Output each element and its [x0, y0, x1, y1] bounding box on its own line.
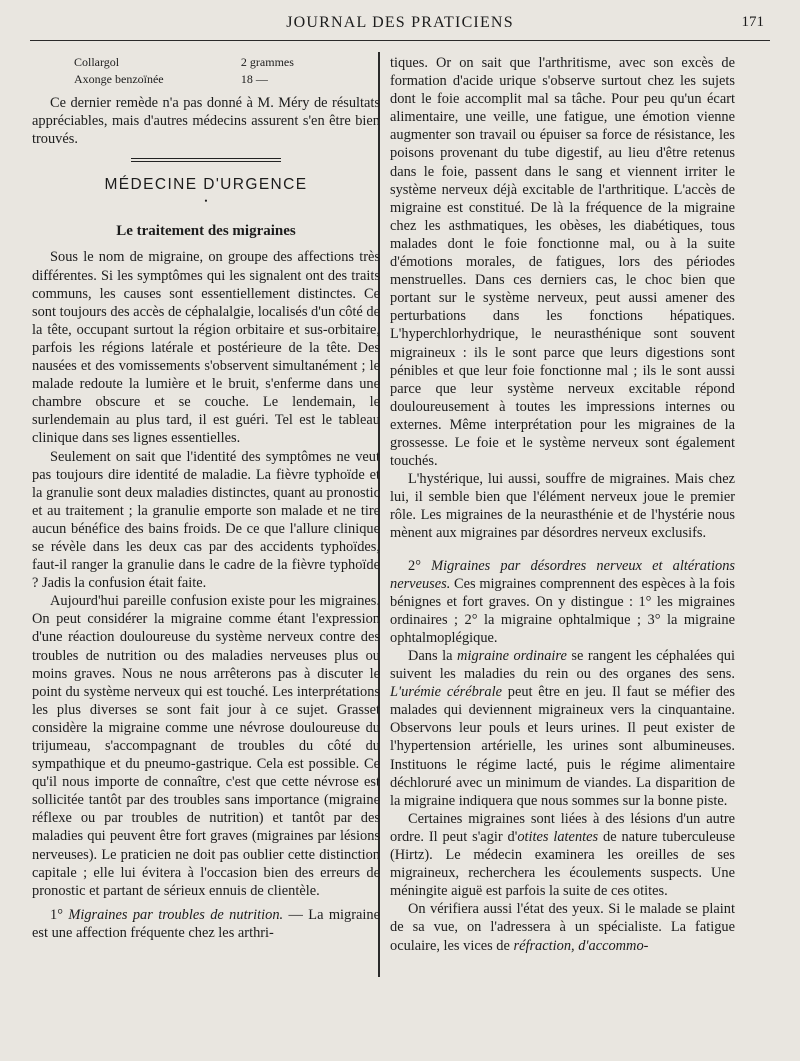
formula-table [74, 54, 380, 88]
paragraph-text: On vérifiera aussi l'état des yeux. Si le malade se plaint de sa vue, on l'adressera à un spécialiste. La fatigue oculaire, les vices de [390, 901, 735, 954]
paragraph [390, 557, 735, 647]
paragraph-text: de nature tuberculeuse (Hirtz). Le médecin examinera les oreilles de ses migraineux, recherchera les écoulements suspects. Une méningite aiguë est parfois la suite de ces otites. [390, 828, 735, 900]
section-ornament: • [204, 196, 208, 207]
page-number: 171 [741, 14, 764, 30]
paragraph-text: peut être en jeu. Il faut se méfier des malades qui deviennent migraineux vers la cinquantaine. Observons leur pouls et leurs urines. Il peut exister de l'hypertension artérielle, les urines sont albumineuses. Instituons le régime lacté, puis le régime alimentaire déchloruré avec un minimum de viandes. La disparition de la migraine indiquera que nous sommes sur la bonne piste. [390, 684, 735, 809]
paragraph [390, 900, 735, 954]
paragraph-text: — La migraine est une affection fréquente chez les arthri- [32, 906, 380, 941]
subheading-italic: Migraines par désordres nerveux et altérations nerveuses. [390, 557, 735, 592]
emphasis: L'urémie cérébrale [390, 684, 502, 701]
formula-quantity: 18 — [240, 72, 268, 86]
emphasis: otites latentes [517, 828, 599, 845]
emphasis: réfraction, d'accommo- [513, 937, 649, 954]
paragraph: Ce dernier remède n'a pas donné à M. Méry de résultats appréciables, mais d'autres médecins assurent s'en être bien trouvés. [32, 95, 380, 148]
right-column [390, 54, 735, 955]
paragraph-text: Dans la [408, 648, 458, 664]
list-number: 2° [408, 557, 432, 574]
section-rule [131, 158, 281, 162]
journal-title: JOURNAL DES PRATICIENS [286, 14, 514, 31]
formula-row [74, 71, 380, 88]
paragraph: Aujourd'hui pareille confusion existe pour les migraines. On peut considérer la migraine comme étant l'expression d'une réaction douloureuse du système nerveux contre des troubles de nutrition ou des maladies nerveuses plus ou moins graves. Nous ne nous arrêterons pas à discuter le point du système nerveux qui est touché. Les interprétations les plus diverses se sont fait jour à ce sujet. Grasset considère la migraine comme une névrose douloureuse du trijumeau, s'accompagnant de troubles du côté du sympathique et du pneumo-gastrique. Cela est possible. Ce qu'il nous importe de connaître, c'est que cette névrose est sollicitée tantôt par des troubles sans importance (migraine réflexe ou par troubles de nutrition) et tantôt par des maladies qui peuvent être fort graves (migraines par lésions nerveuses). Le praticien ne doit pas oublier cette distinction capitale ; elle lui évitera à l'occasion bien des erreurs de pronostic et partant de sérieux ennuis de clientèle. [32, 593, 380, 899]
paragraph: L'hystérique, lui aussi, souffre de migraines. Mais chez lui, il semble bien que l'élément nerveux joue le premier rôle. Les migraines de la neurasthénie et de l'hystérie nous mènent aux migraines par désordres nerveux exclusifs. [390, 471, 735, 542]
paragraph [390, 647, 735, 810]
paragraph-text: Certaines migraines sont liées à des lésions d'un autre ordre. Il peut s'agir d' [390, 810, 735, 845]
formula-ingredient: Axonge benzoïnée [74, 72, 164, 86]
list-number: 1° [50, 906, 69, 923]
running-header [30, 0, 770, 41]
section-heading: MÉDECINE D'URGENCE [104, 176, 308, 194]
paragraph-text: Ces migraines comprennent des espèces à la fois bénignes et fort graves. On y distingue : 1° les migraines ordinaires ; 2° la migraine ophtalmique ; 3° la migraine ophtalmoplégique. [390, 575, 735, 646]
paragraph: Seulement on sait que l'identité des symptômes ne veut pas toujours dire identité de maladie. La fièvre typhoïde et la granulie sont deux maladies distinctes, quant au pronostic et au traitement ; la granulie emporte son malade et ne tire aucun bénéfice des bains froids. De ce que l'allure clinique se révèle dans les deux cas par des accidents typhoïdes, faut-il ranger la granulie dans le cadre de la fièvre typhoïde ? Jadis la confusion était faite. [32, 448, 380, 592]
paragraph: Sous le nom de migraine, on groupe des affections très différentes. Si les symptômes qui les signalent ont des traits communs, les causes sont essentiellement distinctes. Ce sont toujours des accès de céphalalgie, localisés d'un côté de la tête, occupant surtout la région orbitaire et sus-orbitaire, parfois les régions latérale et postérieure de la tête. Des nausées et des vomissements s'observent simultanément ; le malade redoute la lumière et le bruit, s'enferme dans une chambre obscure et se couche. Le lendemain, le surlendemain au plus tard, il est guéri. Tel est le tableau clinique dans ses lignes essentielles. [32, 249, 380, 447]
formula-quantity: 2 grammes [240, 55, 294, 69]
paragraph-text: se rangent les céphalées qui suivent les maladies du rein ou des organes des sens. [390, 648, 736, 683]
formula-row [74, 54, 380, 71]
spacer [390, 543, 735, 557]
paragraph: tiques. Or on sait que l'arthritisme, avec son excès de formation d'acide urique s'observe surtout chez les sujets dont le foie accomplit mal sa tâche. Pour peu qu'un écart alimentaire, une veille, une fatigue, une émotion vienne augmenter son travail ou épuiser sa force de résistance, les poisons provenant du tube digestif, au lieu d'être retenus dans le foie, passent dans le sang et viennent irriter le système nerveux déjà excitable de l'arthritique. L'accès de migraine est constitué. De là la fréquence de la migraine chez les asthmatiques, les obèses, les diabétiques, tous malades dont le foie fonctionne mal, ou à la suite d'émotions morales, de fatigues, lors des périodes menstruelles. Dans ces derniers cas, le choc bien que portant sur le système nerveux, peut aussi amener des perturbations dans les fonctions hépatiques. L'hyperchlorhydrique, le neurasthénique sont souvent migraineux : ils le sont parce que leurs digestions sont pénibles et que leur foie fonctionne mal ; ils le sont aussi parce que leur système nerveux excitable répond douloureusement à toutes les impressions internes ou externes. Même interprétation pour les migraines de la grossesse. Le foie et le système nerveux sont également touchés. [390, 55, 735, 470]
paragraph [32, 906, 380, 942]
formula-ingredient: Collargol [74, 55, 120, 69]
article-title: Le traitement des migraines [116, 223, 296, 240]
paragraph [390, 810, 735, 900]
subheading-italic: Migraines par troubles de nutrition. [68, 906, 284, 923]
emphasis: migraine ordinaire [457, 648, 567, 664]
left-column [32, 54, 380, 942]
